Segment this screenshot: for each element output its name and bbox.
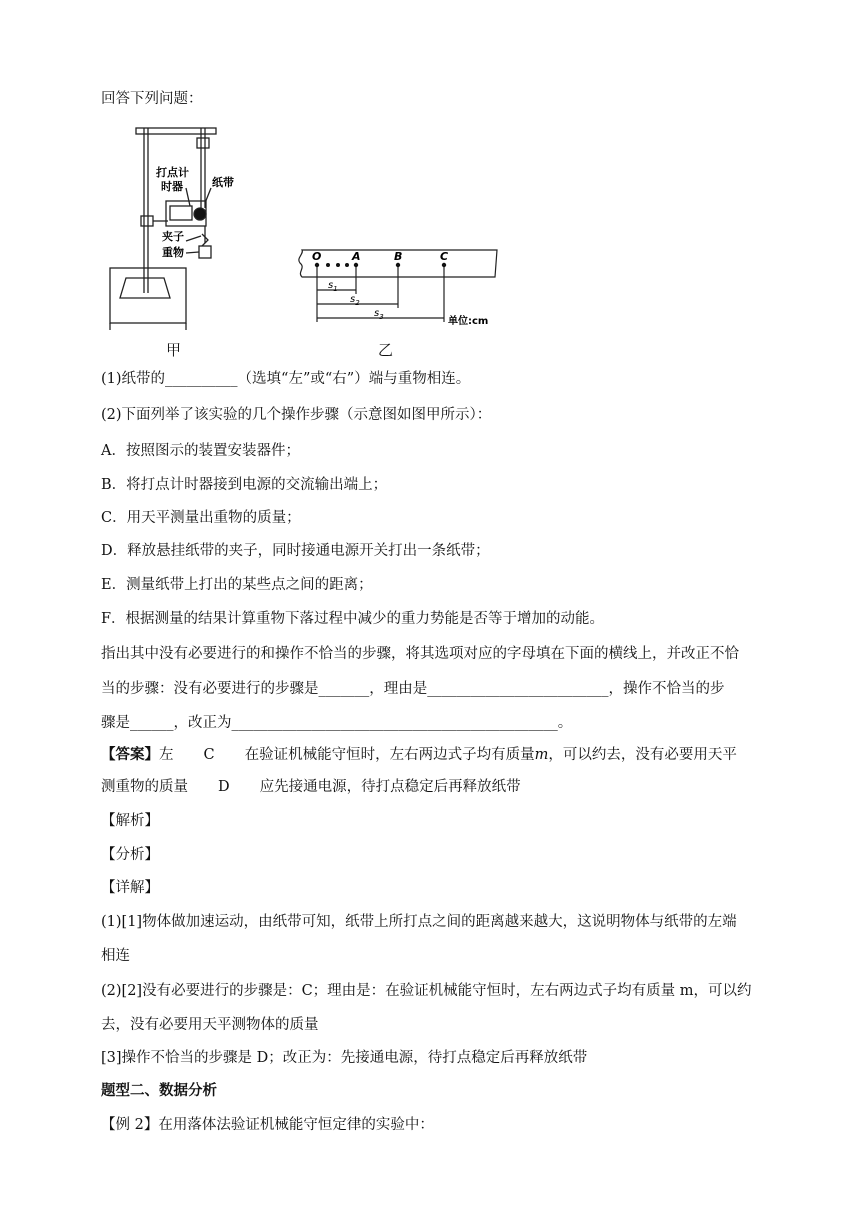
intro-text: 回答下列问题： xyxy=(101,91,203,107)
question-2: (2)下面列举了该实验的几个操作步骤（示意图如图甲所示）： xyxy=(101,407,492,423)
answer-line-2-c: 应先接通电源，待打点稳定后再释放纸带 xyxy=(259,779,521,795)
unit-label: 单位:cm xyxy=(448,316,489,327)
answer-3-post: ，可以约去，没有必要用天平 xyxy=(548,747,737,763)
label-timer-1: 打点计 xyxy=(156,166,189,179)
point-a-label: A xyxy=(352,250,361,263)
example-tag: 【例 2】 xyxy=(101,1117,159,1133)
label-timer-2: 时器 xyxy=(161,180,183,193)
s1-label: $s_1$ xyxy=(328,280,338,293)
answer-line-2 xyxy=(101,777,521,797)
question-1: (1)纸带的__________（选填“左”或“右”）端与重物相连。 xyxy=(101,371,471,387)
detail-heading: 【详解】 xyxy=(101,880,159,896)
step-a: A．按照图示的装置安装器件； xyxy=(101,443,300,459)
point-b-label: B xyxy=(394,250,403,263)
instruction-line-2: 当的步骤：没有必要进行的步骤是_______，理由是_________________________，操作不恰当的步 xyxy=(101,681,725,697)
caption-jia: 甲 xyxy=(166,341,182,359)
analysis-heading: 【解析】 xyxy=(101,813,159,829)
answer-2: C xyxy=(203,747,215,763)
step-c: C．用天平测量出重物的质量； xyxy=(101,510,301,526)
answer-3-pre: 在验证机械能守恒时，左右两边式子均有质量 xyxy=(244,747,535,763)
step-d: D．释放悬挂纸带的夹子，同时接通电源开关打出一条纸带； xyxy=(101,543,490,559)
answer-line-1 xyxy=(101,745,737,765)
answer-1: 左 xyxy=(159,747,174,763)
label-tape: 纸带 xyxy=(212,176,234,189)
detail-3: [3]操作不恰当的步骤是 D；改正为：先接通电源，待打点稳定后再释放纸带 xyxy=(101,1050,588,1066)
answer-line-2-a: 测重物的质量 xyxy=(101,779,188,795)
step-e: E．测量纸带上打出的某些点之间的距离； xyxy=(101,577,373,593)
answer-line-2-b: D xyxy=(218,779,230,795)
step-f: F．根据测量的结果计算重物下落过程中减少的重力势能是否等于增加的动能。 xyxy=(101,611,605,627)
figure-jia xyxy=(108,118,248,333)
detail-1-line-1: (1)[1]物体做加速运动，由纸带可知，纸带上所打点之间的距离越来越大，这说明物体与纸带的左端 xyxy=(101,914,737,930)
caption-yi: 乙 xyxy=(378,341,394,359)
answer-tag: 【答案】 xyxy=(101,746,159,763)
detail-2-line-1: (2)[2]没有必要进行的步骤是：C；理由是：在验证机械能守恒时，左右两边式子均有质量 m，可以约 xyxy=(101,983,752,999)
answer-3-m: m xyxy=(534,747,549,763)
section-heading: 题型二、数据分析 xyxy=(101,1082,217,1099)
detail-2-line-2: 去，没有必要用天平测物体的质量 xyxy=(101,1017,319,1033)
s2-label: $s_2$ xyxy=(350,294,360,307)
detail-1-line-2: 相连 xyxy=(101,948,130,964)
fenxi-heading: 【分析】 xyxy=(101,847,159,863)
instruction-line-1: 指出其中没有必要进行的和操作不恰当的步骤，将其选项对应的字母填在下面的横线上，并改正不恰 xyxy=(101,646,739,662)
s3-label: $s_3$ xyxy=(374,308,384,321)
example-text: 在用落体法验证机械能守恒定律的实验中： xyxy=(158,1117,434,1133)
label-weight: 重物 xyxy=(162,246,184,259)
figure-yi xyxy=(292,240,507,330)
point-o-label: O xyxy=(312,250,322,263)
label-clip: 夹子 xyxy=(162,230,184,243)
example-2 xyxy=(101,1115,434,1135)
point-c-label: C xyxy=(440,250,449,263)
step-b: B．将打点计时器接到电源的交流输出端上； xyxy=(101,477,388,493)
instruction-line-3: 骤是______，改正为_____________________________________________。 xyxy=(101,715,573,731)
apparatus-drawing xyxy=(110,128,216,330)
